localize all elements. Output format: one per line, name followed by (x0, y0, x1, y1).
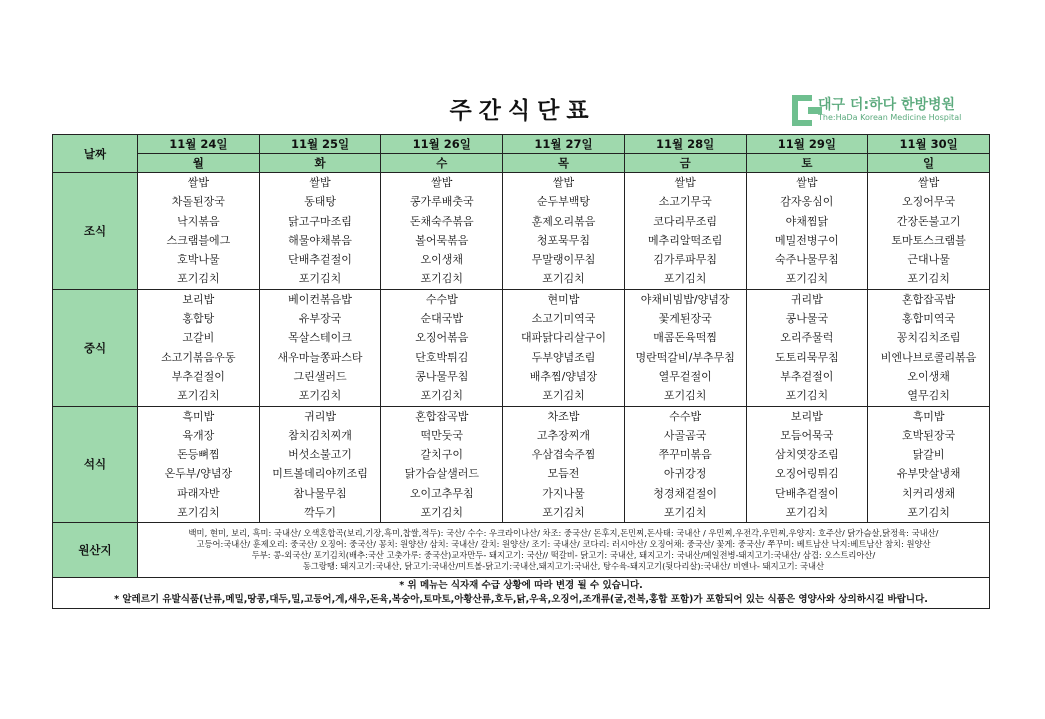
menu-item: 수수밥 (425, 292, 458, 306)
menu-item: 고갈비 (182, 331, 215, 345)
menu-item: 야채찜닭 (785, 214, 829, 228)
lunch-menu-cell (746, 289, 868, 406)
menu-item: 포기김치 (420, 272, 464, 286)
menu-item: 호박된장국 (902, 428, 956, 442)
menu-item: 쌀밥 (796, 176, 818, 189)
menu-item: 콩나물무침 (415, 369, 469, 383)
menu-item: 삼치엿장조림 (774, 448, 839, 462)
menu-item: 청경채겉절이 (653, 486, 718, 500)
breakfast-menu-cell (746, 173, 868, 290)
dinner-menu-cell (868, 406, 990, 523)
menu-item: 유부장국 (298, 312, 342, 326)
menu-item: 포기김치 (785, 506, 829, 520)
menu-item: 코다리무조림 (653, 214, 718, 228)
menu-item: 꽃게된장국 (658, 312, 712, 326)
menu-item: 포기김치 (785, 389, 829, 403)
menu-item: 낙지볶음 (177, 214, 220, 228)
menu-item: 홍합탕 (182, 312, 215, 326)
menu-item: 김가루파무침 (653, 253, 718, 267)
day-of-week: 월 (138, 154, 260, 173)
menu-item: 귀리밥 (790, 292, 823, 306)
menu-item: 부추겉절이 (171, 369, 225, 383)
menu-item: 깍두기 (304, 506, 336, 520)
breakfast-menu-cell (138, 173, 260, 290)
hospital-name-english: The:HaDa Korean Medicine Hospital (818, 113, 962, 122)
menu-item: 볼어묵볶음 (415, 233, 469, 247)
menu-item: 포기김치 (663, 389, 707, 403)
origin-line: 두부: 콩-외국산/ 포기김치(배추:국산 고춧가루: 중국산)교자만두- 돼지고기: 국산// 떡갈비- 닭고기: 국내산, 돼지고기: 국내산/메일전병-돼지고기:국내산/ 삼겹: 오스트리아산/ (251, 550, 876, 561)
menu-item: 차돌된장국 (171, 195, 225, 209)
menu-item: 단배추겉절이 (288, 253, 352, 267)
menu-item: 토마토스크램블 (891, 233, 966, 247)
notice-row (53, 578, 990, 609)
menu-item: 스크램블에그 (166, 233, 231, 247)
menu-item: 순두부백탕 (536, 195, 591, 209)
origin-row (53, 523, 990, 578)
breakfast-label: 조식 (53, 173, 138, 290)
menu-item: 대파닭다리살구이 (520, 331, 606, 345)
day-of-week: 화 (259, 154, 381, 173)
menu-item: 유부맛살냉채 (896, 467, 961, 481)
day-date: 11월 27일 (503, 135, 625, 154)
menu-item: 닭고구마조림 (288, 214, 352, 228)
day-date: 11월 24일 (138, 135, 260, 154)
menu-item: 포기김치 (177, 272, 220, 286)
lunch-menu-cell (868, 289, 990, 406)
menu-item: 순대국밥 (420, 312, 464, 326)
dinner-menu-cell (138, 406, 260, 523)
day-date: 11월 29일 (746, 135, 868, 154)
menu-item: 현미밥 (547, 292, 580, 306)
menu-item: 모듬어묵국 (780, 428, 834, 442)
dinner-row (53, 406, 990, 523)
lunch-row (53, 289, 990, 406)
hospital-name: 대구 더:하다 한방병원 (818, 97, 956, 113)
menu-item: 오징어볶음 (415, 331, 469, 345)
lunch-menu-cell (624, 289, 746, 406)
dinner-menu-cell (624, 406, 746, 523)
menu-item: 배추찜/양념장 (529, 369, 598, 383)
menu-item: 갈치구이 (420, 448, 464, 462)
dinner-menu-cell (746, 406, 868, 523)
menu-item: 콩나물국 (785, 312, 829, 326)
menu-item: 포기김치 (177, 389, 220, 403)
menu-item: 쌀밥 (431, 176, 453, 189)
menu-item: 가지나물 (542, 486, 585, 500)
menu-item: 훈제오리볶음 (531, 214, 596, 228)
menu-item: 참나물무침 (293, 486, 347, 500)
menu-item: 온두부/양념장 (164, 467, 233, 481)
origin-line: 고등어:국내산/ 훈제오리: 중국산/ 오징어: 중국산/ 꽁치: 원양산/ 삼치: 국내산/ 갈치: 원양산/ 조기: 국내산/ 코다리: 러시아산/ 오징어채: 중국산/ 꽃게: 중국산/ 쭈꾸미: 베트남산 낙지:베트남산 참치: 원양산 (196, 539, 931, 550)
menu-item: 포기김치 (298, 389, 342, 403)
menu-item: 포기김치 (298, 272, 342, 286)
notice-line: * 알레르기 유발식품(난류,메밀,땅콩,대두,밀,고등어,게,새우,돈육,복숭아,토마토,아황산류,호두,닭,우육,오징어,조개류(굴,전복,홍합 포함)가 포함되어 있는 식품은 영양사와 상의하시길 바랍니다. (114, 594, 928, 606)
menu-item: 포기김치 (420, 389, 464, 403)
dinner-menu-cell (381, 406, 503, 523)
day-of-week: 금 (624, 154, 746, 173)
lunch-menu-cell (503, 289, 625, 406)
menu-item: 단배추겉절이 (774, 486, 839, 500)
menu-item: 목살스테이크 (288, 331, 352, 345)
menu-item: 야채비빔밥/양념장 (640, 292, 730, 306)
date-label: 날짜 (53, 135, 138, 173)
menu-item: 고추장찌개 (536, 428, 591, 442)
lunch-label: 중식 (53, 289, 138, 406)
menu-item: 동태탕 (304, 195, 336, 209)
menu-item: 오징어무국 (902, 195, 956, 209)
menu-item: 오이생채 (907, 369, 950, 383)
breakfast-menu-cell (259, 173, 381, 290)
menu-item: 홍합미역국 (902, 312, 956, 326)
menu-item: 참치김치찌개 (288, 428, 352, 442)
day-of-week: 일 (868, 154, 990, 173)
breakfast-menu-cell (624, 173, 746, 290)
menu-item: 꽁치김치조림 (896, 331, 961, 345)
origin-label: 원산지 (53, 523, 138, 578)
menu-item: 흑미밥 (182, 409, 215, 423)
menu-item: 비엔나브로콜리볶음 (880, 350, 977, 364)
menu-item: 쌀밥 (309, 176, 331, 189)
menu-item: 육개장 (182, 428, 215, 442)
menu-item: 오이생채 (420, 253, 464, 267)
menu-item: 닭갈비 (912, 448, 945, 462)
menu-item: 쌀밥 (674, 176, 696, 189)
menu-item: 흑미밥 (912, 409, 945, 423)
menu-item: 오이고추무침 (409, 486, 474, 500)
breakfast-menu-cell (503, 173, 625, 290)
dinner-menu-cell (503, 406, 625, 523)
menu-item: 메추리알떡조림 (647, 233, 723, 247)
menu-item: 쌀밥 (917, 176, 940, 189)
menu-item: 차조밥 (547, 409, 580, 423)
page-title: 주간식단표 (449, 98, 596, 124)
lunch-menu-cell (138, 289, 260, 406)
menu-item: 근대나물 (907, 253, 950, 267)
menu-item: 소고기볶음우동 (161, 350, 236, 364)
menu-item: 포기김치 (663, 272, 707, 286)
notice-line: * 위 메뉴는 식자재 수급 상황에 따라 변경 될 수 있습니다. (399, 580, 643, 592)
menu-item: 콩가루배춧국 (409, 195, 474, 209)
menu-item: 도토리묵무침 (774, 350, 839, 364)
menu-item: 돈등뼈찜 (177, 448, 220, 462)
menu-item: 포기김치 (542, 272, 585, 286)
menu-item: 수수밥 (669, 409, 702, 423)
menu-item: 오리주물럭 (780, 331, 834, 345)
menu-item: 쌀밥 (552, 176, 575, 189)
menu-item: 버섯소불고기 (288, 448, 352, 462)
day-of-week: 수 (381, 154, 503, 173)
menu-item: 포기김치 (177, 506, 220, 520)
menu-item: 떡만둣국 (420, 428, 464, 442)
menu-item: 포기김치 (542, 506, 585, 520)
origin-info-cell (138, 523, 990, 578)
lunch-menu-cell (259, 289, 381, 406)
day-date: 11월 26일 (381, 135, 503, 154)
day-of-week: 목 (503, 154, 625, 173)
menu-item: 포기김치 (663, 506, 707, 520)
menu-item: 해물야채볶음 (288, 233, 352, 247)
menu-item: 쌀밥 (187, 176, 209, 189)
menu-item: 보리밥 (182, 292, 215, 306)
menu-item: 베이컨볶음밥 (288, 292, 352, 306)
dinner-label: 석식 (53, 406, 138, 523)
menu-item: 소고기무국 (658, 195, 712, 209)
menu-item: 포기김치 (785, 272, 829, 286)
menu-item: 파래자반 (177, 486, 220, 500)
menu-item: 그린샐러드 (293, 369, 347, 383)
menu-item: 열무겉절이 (658, 369, 712, 383)
menu-item: 청포묵무침 (536, 233, 591, 247)
menu-item: 부추겉절이 (780, 369, 834, 383)
breakfast-row (53, 173, 990, 290)
day-date: 11월 28일 (624, 135, 746, 154)
menu-item: 미트볼데리야끼조림 (272, 467, 368, 481)
menu-item: 숙주나물무침 (774, 253, 839, 267)
menu-item: 보리밥 (790, 409, 823, 423)
date-row (53, 135, 990, 154)
hospital-logo (792, 94, 992, 128)
origin-line: 동그랑땡: 돼지고기:국내산, 닭고기:국내산/미트볼-닭고기:국내산,돼지고기:국내산, 탕수육-돼지고기(뒷다리살):국내산/ 비엔나- 돼지고기: 국내산 (302, 561, 825, 572)
menu-item: 오징어링튀김 (774, 467, 839, 481)
menu-item: 포기김치 (420, 506, 464, 520)
menu-item: 두부양념조림 (531, 350, 596, 364)
menu-item: 치커리생채 (902, 486, 956, 500)
menu-item: 포기김치 (907, 272, 950, 286)
menu-item: 무말랭이무침 (531, 253, 596, 267)
menu-item: 감자옹심이 (780, 195, 834, 209)
menu-item: 포기김치 (907, 506, 950, 520)
menu-item: 열무김치 (907, 389, 950, 403)
menu-item: 우삼겹숙주찜 (531, 448, 596, 462)
menu-item: 닭가슴살샐러드 (404, 467, 479, 481)
menu-item: 아귀강정 (663, 467, 707, 481)
menu-item: 쭈꾸미볶음 (658, 448, 712, 462)
dinner-menu-cell (259, 406, 381, 523)
breakfast-menu-cell (868, 173, 990, 290)
lunch-menu-cell (381, 289, 503, 406)
day-of-week: 토 (746, 154, 868, 173)
weekday-row (53, 154, 990, 173)
menu-item: 혼합잡곡밥 (902, 292, 956, 306)
menu-item: 명란떡갈비/부추무침 (635, 350, 735, 364)
menu-item: 간장돈불고기 (896, 214, 961, 228)
menu-item: 혼합잡곡밥 (415, 409, 469, 423)
menu-item: 메밀전병구이 (774, 233, 839, 247)
menu-item: 매콤돈육떡찜 (653, 331, 718, 345)
menu-item: 소고기미역국 (531, 312, 596, 326)
menu-item: 사골곰국 (663, 428, 707, 442)
menu-item: 단호박튀김 (415, 350, 469, 364)
day-date: 11월 30일 (868, 135, 990, 154)
weekly-menu-table (52, 134, 990, 609)
breakfast-menu-cell (381, 173, 503, 290)
origin-line: 백미, 현미, 보리, 흑미: 국내산/ 오색혼합곡(보리,기장,흑미,찹쌀,적두): 국산/ 수수: 우크라이나산/ 차조: 중국산/ 돈후지,돈민찌,돈사태: 국내산 / 우민찌,우전각,우민찌,우양지: 호주산/ 닭가슴살,닭정육: 국내산/ (188, 528, 939, 539)
notice-cell (53, 578, 990, 609)
day-date: 11월 25일 (259, 135, 381, 154)
menu-item: 돈채숙주볶음 (409, 214, 474, 228)
menu-item: 호박나물 (177, 253, 220, 267)
menu-item: 귀리밥 (304, 409, 336, 423)
menu-item: 새우마늘쫑파스타 (277, 350, 363, 364)
menu-item: 포기김치 (542, 389, 585, 403)
menu-item: 모듬전 (547, 467, 580, 481)
